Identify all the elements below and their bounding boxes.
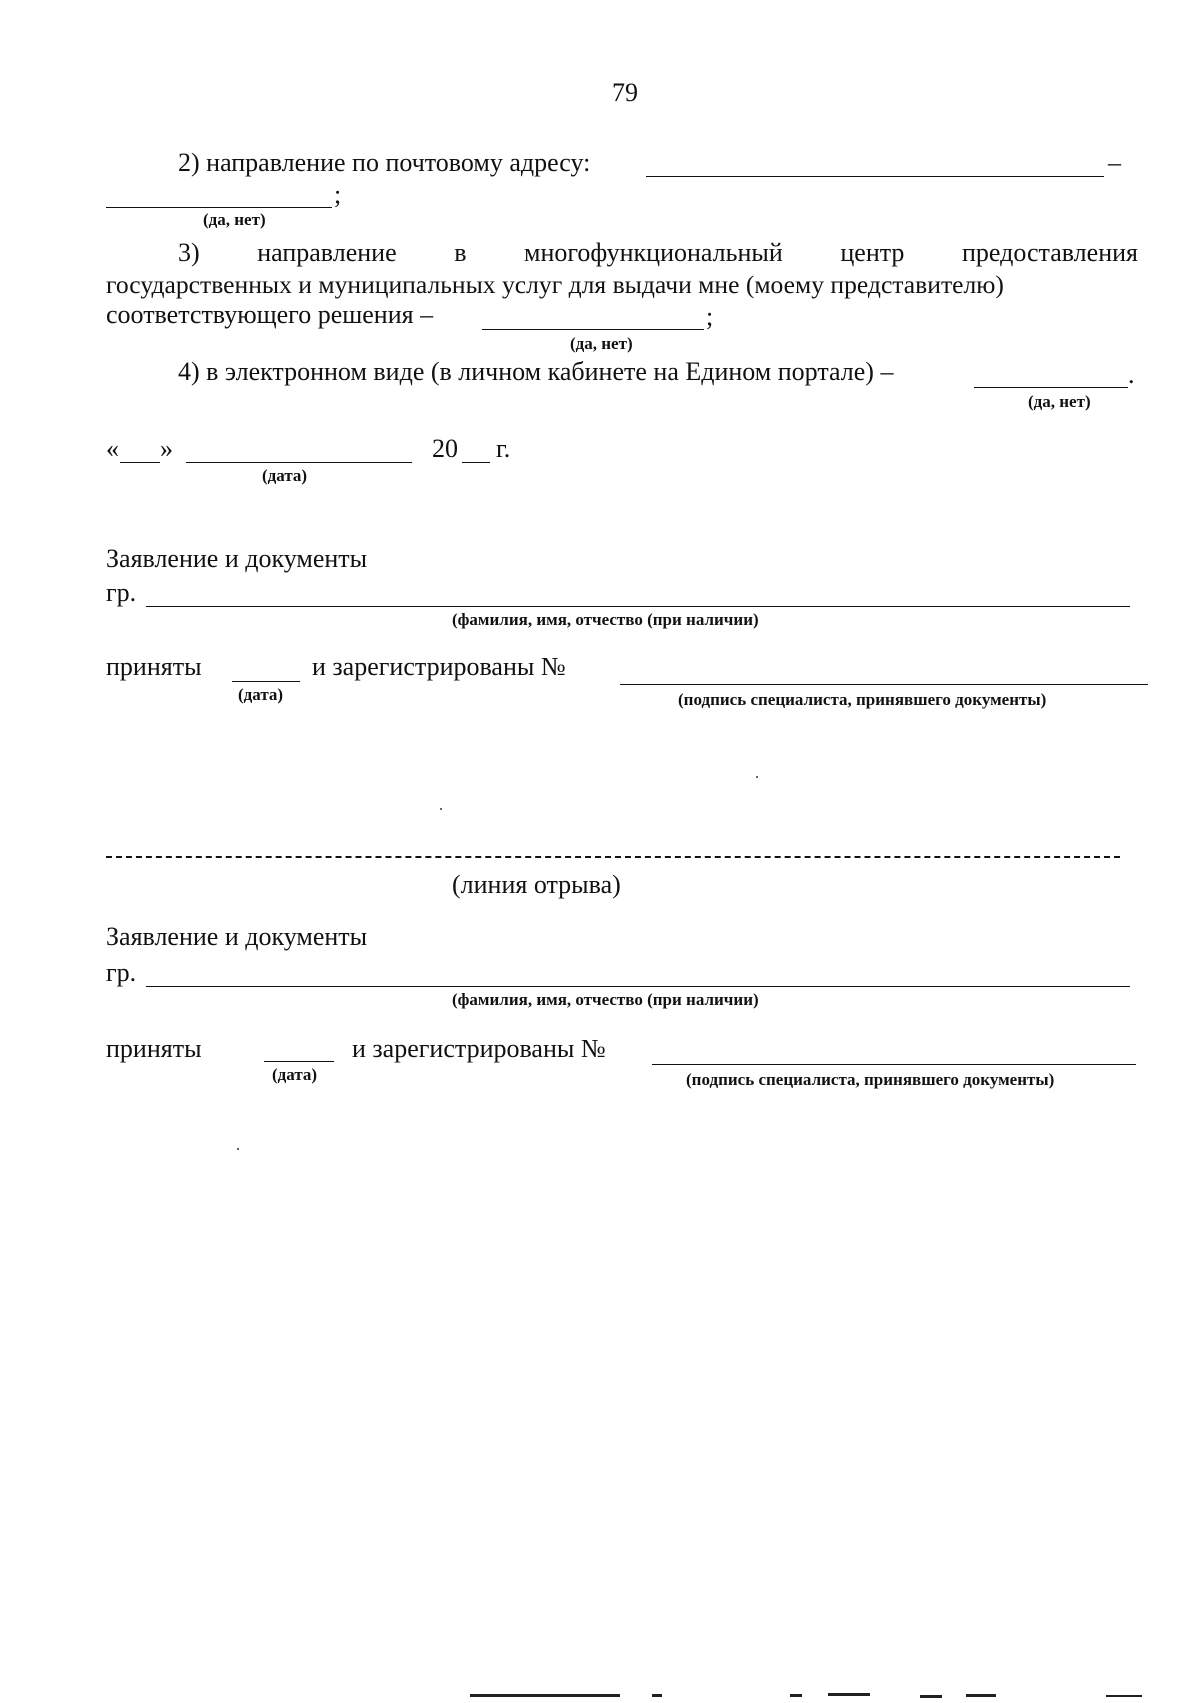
tear-line-label: (линия отрыва) xyxy=(452,870,621,899)
receipt-top-accepted: приняты xyxy=(106,652,202,681)
item3-word: 3) xyxy=(178,238,200,267)
item2-yesno-blank[interactable] xyxy=(106,207,332,208)
item3-yesno-blank[interactable] xyxy=(482,329,704,330)
receipt-bottom-registered: и зарегистрированы № xyxy=(352,1034,606,1063)
receipt-bottom-signature-blank[interactable] xyxy=(652,1064,1136,1065)
item2-address-blank[interactable] xyxy=(646,176,1104,177)
item2-dash: – xyxy=(1108,148,1121,177)
receipt-top-date-blank[interactable] xyxy=(232,681,300,682)
receipt-top-gr: гр. xyxy=(106,578,137,607)
receipt-top-registered: и зарегистрированы № xyxy=(312,652,566,681)
item3-word: центр xyxy=(840,238,905,267)
item4-yesno-blank[interactable] xyxy=(974,387,1128,388)
date-caption: (дата) xyxy=(262,466,308,485)
scan-artifact xyxy=(966,1694,996,1697)
receipt-bottom-fio-caption: (фамилия, имя, отчество (при наличии) xyxy=(452,990,759,1009)
receipt-bottom-gr: гр. xyxy=(106,958,137,987)
receipt-top-fio-caption: (фамилия, имя, отчество (при наличии) xyxy=(452,610,759,629)
item3-caption: (да, нет) xyxy=(570,334,633,353)
item2-semicolon: ; xyxy=(334,180,342,209)
date-month-blank[interactable] xyxy=(186,462,412,463)
scan-artifact xyxy=(790,1694,802,1697)
date-year-suffix: г. xyxy=(496,434,511,463)
item2-caption: (да, нет) xyxy=(203,210,266,229)
scan-artifact xyxy=(1106,1695,1142,1697)
scan-speck xyxy=(756,776,758,778)
receipt-top-signature-blank[interactable] xyxy=(620,684,1148,685)
item3-word: многофункциональный xyxy=(524,238,783,267)
item2-text: 2) направление по почтовому адресу: xyxy=(178,148,591,177)
scan-artifact xyxy=(470,1694,620,1697)
tear-line xyxy=(106,856,1120,858)
date-day-blank[interactable] xyxy=(120,462,160,463)
receipt-bottom-date-caption: (дата) xyxy=(272,1065,318,1084)
scan-speck xyxy=(237,1148,239,1150)
date-year-blank[interactable] xyxy=(462,462,490,463)
date-close-quote: » xyxy=(160,434,173,463)
item4-period: . xyxy=(1128,360,1135,389)
receipt-top-date-caption: (дата) xyxy=(238,685,284,704)
receipt-top-fio-blank[interactable] xyxy=(146,606,1130,607)
date-open-quote: « xyxy=(106,434,119,463)
item4-caption: (да, нет) xyxy=(1028,392,1091,411)
scan-speck xyxy=(440,808,442,810)
page-number: 79 xyxy=(612,78,638,107)
receipt-bottom-accepted: приняты xyxy=(106,1034,202,1063)
item3-word: предоставления xyxy=(962,238,1138,267)
receipt-bottom-fio-blank[interactable] xyxy=(146,986,1130,987)
item3-word: в xyxy=(454,238,467,267)
scan-artifact xyxy=(652,1694,662,1697)
scan-artifact xyxy=(828,1693,870,1696)
item3-line2: государственных и муниципальных услуг для выдачи мне (моему представителю) xyxy=(106,270,1004,299)
receipt-bottom-signature-caption: (подпись специалиста, принявшего документы) xyxy=(686,1070,1055,1089)
item3-line1 xyxy=(106,238,1138,268)
receipt-bottom-date-blank[interactable] xyxy=(264,1061,334,1062)
receipt-top-title: Заявление и документы xyxy=(106,544,368,573)
receipt-top-signature-caption: (подпись специалиста, принявшего документы) xyxy=(678,690,1047,709)
item3-word: направление xyxy=(257,238,397,267)
date-year-prefix: 20 xyxy=(432,434,458,463)
scan-artifact xyxy=(920,1695,942,1698)
item3-line3: соответствующего решения – xyxy=(106,300,434,329)
item3-semicolon: ; xyxy=(706,302,714,331)
item4-text: 4) в электронном виде (в личном кабинете на Едином портале) – xyxy=(178,357,894,386)
receipt-bottom-title: Заявление и документы xyxy=(106,922,368,951)
